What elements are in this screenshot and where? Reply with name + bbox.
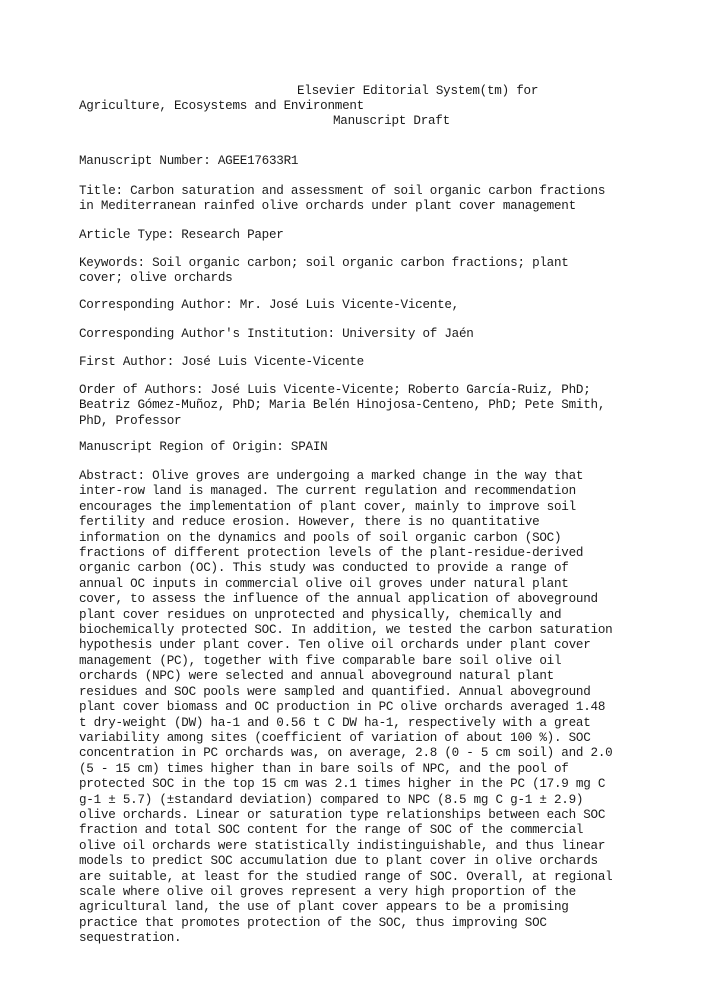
keywords: Keywords: Soil organic carbon; soil organic carbon fractions; plant cover; olive orchards bbox=[79, 256, 569, 286]
corresponding-author: Corresponding Author: Mr. José Luis Vicente-Vicente, bbox=[79, 298, 459, 312]
first-author: First Author: José Luis Vicente-Vicente bbox=[79, 355, 364, 369]
manuscript-number: Manuscript Number: AGEE17633R1 bbox=[79, 154, 299, 168]
header-system-line: Elsevier Editorial System(tm) for bbox=[297, 84, 539, 98]
order-of-authors: Order of Authors: José Luis Vicente-Vicente; Roberto García-Ruiz, PhD; Beatriz Gómez-Muñoz, PhD; Maria Belén Hinojosa-Centeno, PhD; Pete Smith, PhD, Professor bbox=[79, 383, 606, 428]
corresponding-institution: Corresponding Author's Institution: University of Jaén bbox=[79, 327, 474, 341]
header-journal-line: Agriculture, Ecosystems and Environment bbox=[79, 99, 364, 113]
header-draft-line: Manuscript Draft bbox=[333, 114, 450, 128]
region-of-origin: Manuscript Region of Origin: SPAIN bbox=[79, 440, 328, 454]
manuscript-title: Title: Carbon saturation and assessment of soil organic carbon fractions in Mediterranean rainfed olive orchards under plant cover management bbox=[79, 184, 606, 214]
article-type: Article Type: Research Paper bbox=[79, 228, 284, 242]
abstract: Abstract: Olive groves are undergoing a marked change in the way that inter-row land is managed. The current regulation and recommendation encourages the implementation of plant cover, mainly to improve soil fertility and reduce erosion. However, there is no quantitative information on the dynamics and pools of soil organic carbon (SOC) fractions of different protection levels of the plant-residue-derived organic carbon (OC). This study was conducted to provide a range of annual OC inputs in commercial olive oil groves under natural plant cover, to assess the influence of the annual application of aboveground plant cover residues on unprotected and physically, chemically and biochemically protected SOC. In addition, we tested the carbon saturation hypothesis under plant cover. Ten olive oil orchards under plant cover management (PC), together with five comparable bare soil olive oil orchards (NPC) were selected and annual aboveground natural plant residues and SOC pools were sampled and quantified. Annual aboveground plant cover biomass and OC production in PC olive orchards averaged 1.48 t dry-weight (DW) ha-1 and 0.56 t C DW ha-1, respectively with a great variability among sites (coefficient of variation of about 100 %). SOC concentration in PC orchards was, on average, 2.8 (0 - 5 cm soil) and 2.0 (5 - 15 cm) times higher than in bare soils of NPC, and the pool of protected SOC in the top 15 cm was 2.1 times higher in the PC (17.9 mg C g-1 ± 5.7) (±standard deviation) compared to NPC (8.5 mg C g-1 ± 2.9) olive orchards. Linear or saturation type relationships between each SOC fraction and total SOC content for the range of SOC of the commercial olive oil orchards were statistically indistinguishable, and thus linear models to predict SOC accumulation due to plant cover in olive orchards are suitable, at least for the studied range of SOC. Overall, at regional scale where olive oil groves represent a very high proportion of the agricultural land, the use of plant cover appears to be a promising practice that promotes protection of the SOC, thus improving SOC sequestration. bbox=[79, 469, 613, 946]
